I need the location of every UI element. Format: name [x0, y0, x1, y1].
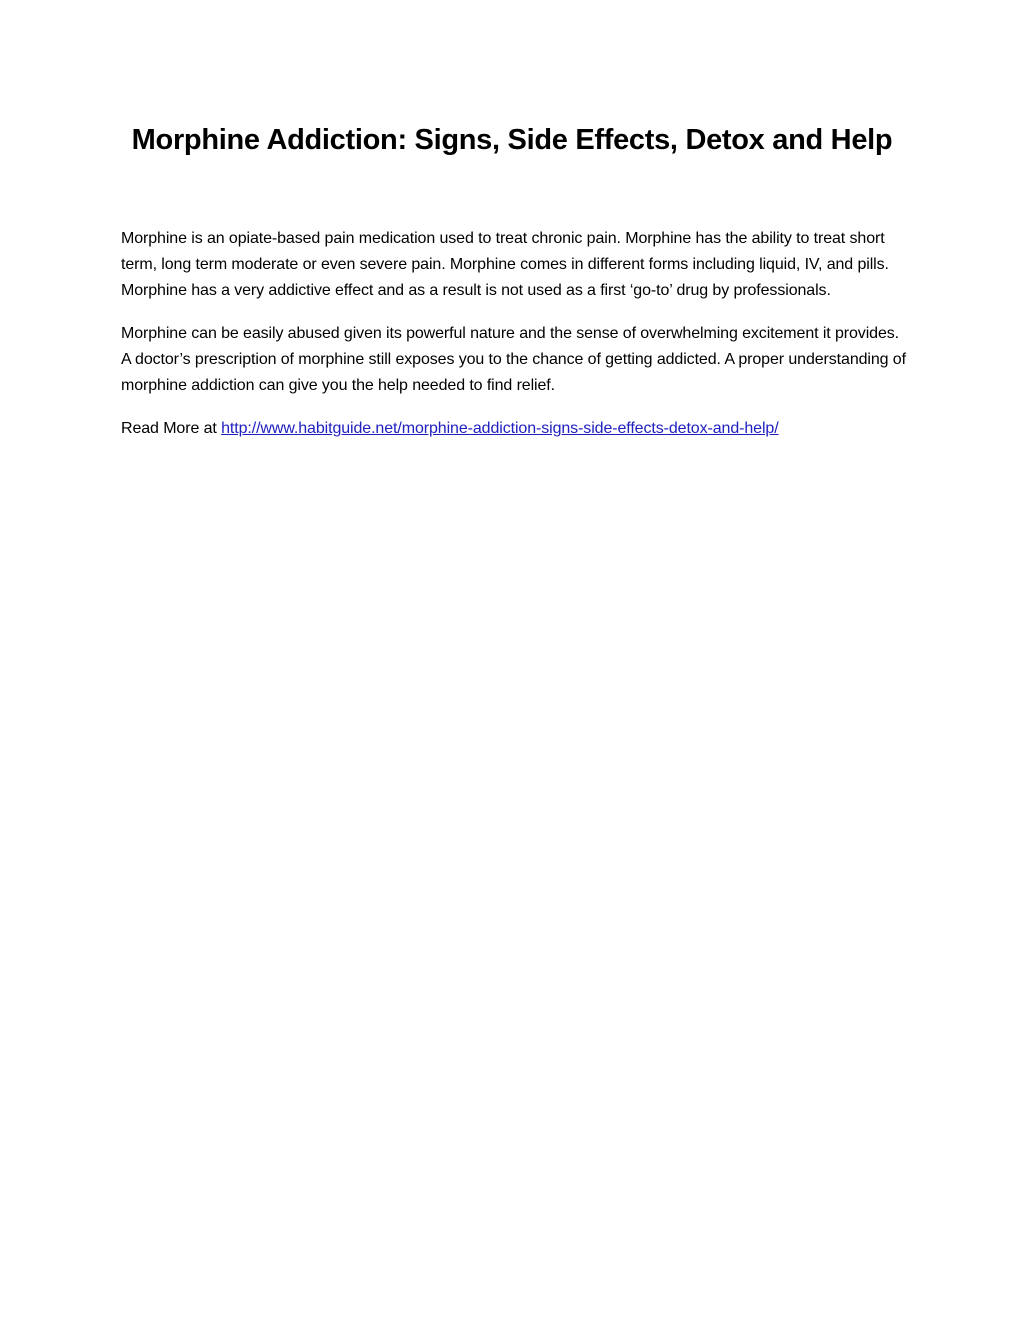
read-more-prefix: Read More at [121, 420, 222, 437]
paragraph-intro: Morphine is an opiate-based pain medication used to treat chronic pain. Morphine has the ability to treat short term, long term moderate or even severe pain. Morphine comes in different forms including liquid, IV, and pills. Morphine has a very addictive effect and as a result is not used as a first ‘go-to’ drug by professionals. [121, 230, 889, 299]
read-more-link[interactable]: http://www.habitguide.net/morphine-addiction-signs-side-effects-detox-and-help/ [221, 420, 779, 437]
page-title: Morphine Addiction: Signs, Side Effects, Detox and Help [131, 124, 893, 156]
read-more-line [121, 416, 911, 442]
paragraph-abuse: Morphine can be easily abused given its powerful nature and the sense of overwhelming excitement it provides. A doctor’s prescription of morphine still exposes you to the chance of getting addicted. A proper understanding of morphine addiction can give you the help needed to find relief. [121, 325, 906, 394]
document-body [121, 226, 911, 459]
